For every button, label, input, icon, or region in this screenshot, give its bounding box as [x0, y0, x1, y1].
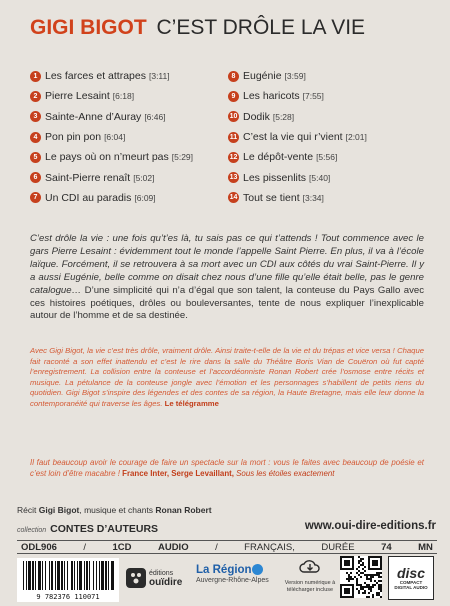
track-item — [228, 86, 428, 106]
spec-duration-label: DURÉE — [321, 541, 355, 553]
track-item — [30, 107, 228, 127]
track-duration: [7:55] — [302, 91, 324, 102]
album-title — [30, 16, 365, 40]
track-item — [30, 86, 228, 106]
qr-code-icon — [340, 556, 382, 598]
track-item — [228, 66, 428, 86]
track-item — [228, 127, 428, 147]
region-line2: Auvergne-Rhône-Alpes — [196, 577, 269, 584]
track-title: Le pays où on n’meurt pas — [45, 151, 169, 164]
track-number-icon: 2 — [30, 91, 41, 102]
track-title: Les haricots — [243, 90, 300, 103]
spec-unit: MN — [418, 541, 433, 553]
spec-duration-value: 74 — [381, 541, 392, 553]
quote-text: Il faut beaucoup avoir le courage de faire un spectacle sur la mort : vous le faites avec beaucoup de poésie et c’est loin d’être macabre ! — [30, 458, 424, 478]
track-number-icon: 4 — [30, 132, 41, 143]
track-item — [30, 188, 228, 208]
album-name: C’EST DRÔLE LA VIE — [156, 16, 366, 39]
download-text: Version numérique à télécharger incluse — [284, 580, 336, 593]
review-source: Le télégramme — [164, 398, 219, 408]
spec-bar — [17, 540, 437, 554]
track-title: Pierre Lesaint — [45, 90, 110, 103]
credits-prefix: Récit — [17, 505, 39, 515]
track-title: Les pissenlits — [243, 171, 307, 184]
track-duration: [3:59] — [284, 71, 306, 82]
description-normal: D’une simplicité qui n’a d’égal que son talent, la conteuse du Pays Gallo avec ces histoires poétiques, drôles ou bouleversantes, tente de nous expliquer l’inexplicable autour de l’homme et de sa destinée. — [30, 284, 424, 322]
track-number-icon: 11 — [229, 133, 238, 141]
track-title: Eugénie — [243, 70, 282, 83]
track-title: Un CDI au paradis — [45, 191, 132, 204]
spec-lang: FRANÇAIS, — [244, 541, 295, 553]
track-item — [228, 147, 428, 167]
region-logo — [196, 564, 276, 594]
track-duration: [2:01] — [345, 132, 367, 143]
track-item — [30, 147, 228, 167]
barcode-bars — [17, 558, 119, 592]
artist-name: GIGI BIGOT — [30, 16, 147, 39]
track-number-icon: 14 — [229, 194, 238, 202]
publisher-line1: éditions — [149, 570, 174, 577]
track-number-icon: 7 — [30, 192, 41, 203]
track-number-icon: 9 — [228, 91, 239, 102]
track-duration: [6:04] — [104, 132, 126, 143]
track-duration: [3:11] — [148, 71, 170, 82]
region-line1: La Région — [196, 564, 252, 576]
quote-source — [122, 469, 334, 478]
track-number-icon: 8 — [228, 71, 239, 82]
track-number-icon: 12 — [229, 153, 238, 161]
track-duration: [5:28] — [272, 111, 295, 122]
track-title: C’est la vie qui r’vient — [243, 131, 343, 144]
track-list — [30, 66, 430, 208]
track-duration: [5:40] — [309, 172, 331, 183]
cd-line2: DIGITAL AUDIO — [394, 585, 428, 590]
track-number-icon: 6 — [30, 172, 41, 183]
collection-label: collection — [17, 527, 47, 534]
quote-source-show: Sous les étoiles exactement — [236, 468, 335, 478]
track-duration: [6:18] — [112, 91, 135, 102]
quote-source-name: France Inter, Serge Levaillant, — [122, 468, 234, 478]
barcode — [17, 558, 119, 602]
spec-audio: AUDIO — [157, 541, 189, 553]
description — [30, 233, 424, 323]
press-review — [30, 346, 424, 410]
track-duration: [6:09] — [134, 192, 156, 203]
track-title: Saint-Pierre renaît — [45, 171, 131, 184]
track-number-icon: 5 — [30, 152, 41, 163]
track-item — [228, 188, 428, 208]
compact-disc-logo — [388, 556, 434, 600]
website-link[interactable]: www.oui-dire-editions.fr — [304, 520, 436, 532]
track-title: Dodik — [243, 110, 270, 123]
cd-disc-text: disc — [396, 564, 425, 581]
qr-code[interactable] — [340, 556, 382, 598]
track-item — [30, 167, 228, 187]
spec-ref: ODL906 — [21, 541, 57, 553]
track-number-icon: 13 — [229, 174, 238, 182]
track-duration: [3:34] — [302, 192, 324, 203]
spec-cd: 1CD — [112, 541, 132, 553]
cloud-download-icon — [298, 558, 322, 574]
track-number-icon: 10 — [229, 113, 238, 121]
track-item — [228, 107, 428, 127]
spec-sep-2: / — [215, 541, 218, 553]
track-item — [228, 167, 428, 187]
collection — [17, 523, 158, 535]
download-badge — [284, 558, 336, 602]
track-duration: [6:46] — [144, 111, 166, 122]
press-quote — [30, 458, 424, 479]
track-title: Le dépôt-vente — [243, 151, 314, 164]
credits-middle: , musique et chants — [79, 505, 156, 515]
track-title: Tout se tient — [243, 191, 300, 204]
credits — [17, 505, 212, 515]
credits-narrator: Gigi Bigot — [38, 505, 80, 515]
track-item — [30, 127, 228, 147]
publisher-logo — [126, 562, 184, 594]
credits-musician: Ronan Robert — [155, 505, 212, 515]
review-text: Avec Gigi Bigot, la vie c’est très drôle, vraiment drôle. Ainsi traite-t-elle de la vie et du trépas et vice versa ! Chaque fait raconté a son effet inattendu et c’est le rire dans la salle du Théâtre Boris Vian de Couëron où fut capté l’enregistrement. La collision entre la conteuse et l’accordéonniste Ronan Robert crée l’osmose entre récits et musique. La pétulance de la conteuse jongle avec l’émotion et les personnages s’habillent de petits riens du quotidien. Gigi Bigot s’inspire des légendes et des contes de sa région, la Haute Bretagne, mais elle leur donne la contemporanéité qui traverse les âges. — [30, 346, 424, 408]
cd-line1: COMPACT — [399, 579, 423, 585]
track-title: Les farces et attrapes — [45, 70, 146, 83]
publisher-mark-icon — [126, 568, 146, 588]
spec-sep-1: / — [83, 541, 87, 553]
publisher-line2: ouïdire — [149, 577, 183, 588]
track-duration: [5:56] — [316, 152, 338, 163]
track-title: Pon pin pon — [45, 131, 102, 144]
description-italic: C’est drôle la vie : une fois qu’t’es là, tu sais pas ce qui t’attends ! Tout commence avec le gars Pierre Lesaint : évidemment tout le monde l’appelle Saint Pierre. En plus, il va à l’école laïque. Forcément, il se retrouvera à sa mort avec un CDI aux côtés du vrai Saint-Pierre. Il y a aussi Eugénie, belle comme on disait chez nous d’une fille qu’elle était belle, pas le genre catalogue… — [30, 233, 424, 296]
region-dot-icon — [252, 564, 263, 575]
track-number-icon: 3 — [30, 111, 41, 122]
track-duration: [5:29] — [171, 152, 194, 163]
track-item — [30, 66, 228, 86]
collection-name: CONTES D’AUTEURS — [50, 523, 159, 535]
track-title: Sainte-Anne d’Auray — [45, 110, 142, 123]
track-number-icon: 1 — [30, 71, 41, 82]
barcode-number: 9 782376 110071 — [36, 593, 100, 601]
track-duration: [5:02] — [133, 172, 155, 183]
